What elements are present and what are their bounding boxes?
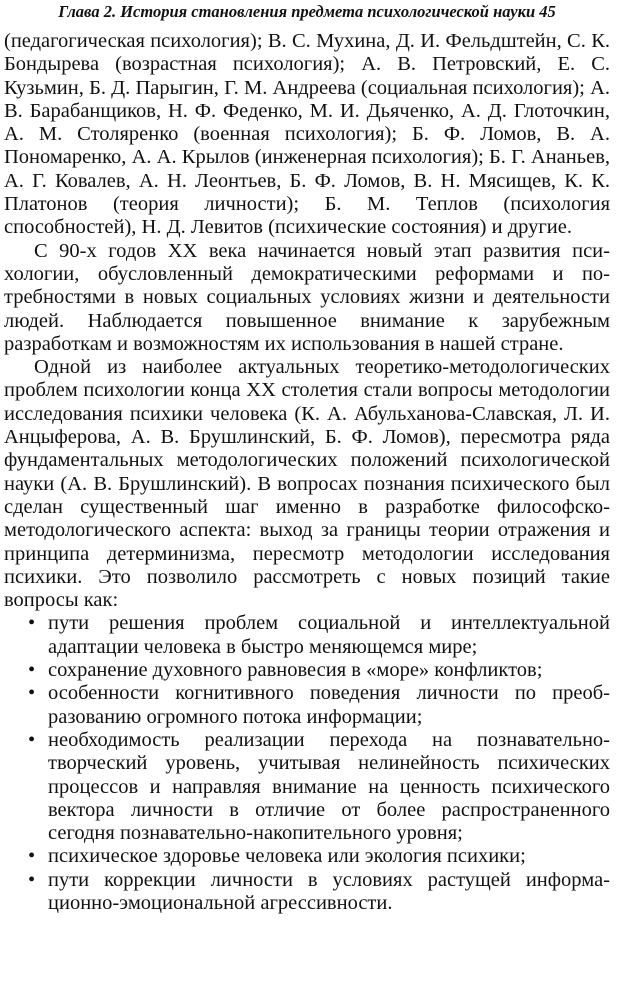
list-item-text: пути коррекции личности в условиях растущей информационно-эмоциональной агрессивности. <box>48 868 610 914</box>
list-item <box>4 845 610 868</box>
list-item <box>4 682 610 729</box>
bullet-icon: • <box>28 682 36 705</box>
list-item <box>4 659 610 682</box>
list-item-text: необходимость реализации перехода на познавательно-творческий уровень, учитывая нелинейность психических процессов и направляя внимание на ценность психического вектора личности в отличие от более распространенного сегодня познавательно-накопительного уровня; <box>48 728 610 845</box>
list-item-text: психическое здоровье человека или экология психики; <box>48 845 526 868</box>
bullet-icon: • <box>28 868 36 891</box>
bullet-icon: • <box>28 659 36 682</box>
bullet-icon: • <box>28 612 36 635</box>
paragraph-1990s: С 90-х годов XX века начинается новый этап развития психологии, обусловленный демократическими реформами и потребностями в новых социальных условиях жизни и деятельности людей. Наблюдается повышенное внимание к зарубежным разработкам и возможностям их использования в нашей стране. <box>4 239 610 355</box>
bullet-list <box>4 612 610 915</box>
bullet-icon: • <box>28 728 36 751</box>
paragraph-continued: (педагогическая психология); В. С. Мухина, Д. И. Фельдштейн, С. К. Бондырева (возрастная психология); А. В. Петровский, Е. С. Кузьмин, Б. Д. Парыгин, Г. М. Андреева (социальная психология); А. В. Барабанщиков, Н. Ф. Феденко, М. И. Дьяченко, А. Д. Глоточкин, А. М. Столяренко (военная психология); Б. Ф. Ломов, В. А. Пономаренко, А. А. Крылов (инженерная психология); Б. Г. Ананьев, А. Г. Ковалев, А. Н. Леонтьев, Б. Ф. Ломов, В. Н. Мясищев, К. К. Платонов (теория личности); Б. М. Теплов (психология способностей), Н. Д. Левитов (психические состояния) и другие. <box>4 30 610 239</box>
running-header: Глава 2. История становления предмета психологической науки 45 <box>58 2 556 21</box>
list-item <box>4 612 610 659</box>
list-item-text: сохранение духовного равновесия в «море» конфликтов; <box>48 659 543 682</box>
list-item-text: особенности когнитивного поведения личности по преобразованию огромного потока информации; <box>48 682 610 728</box>
body-text <box>4 30 610 915</box>
paragraph-methodology: Одной из наиболее актуальных теоретико-методологических проблем психологии конца XX столетия стали вопросы методологии исследования психики человека (К. А. Абульханова-Славская, Л. И. Анцыферова, А. В. Брушлинский, Б. Ф. Ломов), пересмотра ряда фундаментальных методологических положений психологической науки (А. В. Брушлинский). В вопросах познания психического был сделан существенный шаг именно в разработке философско-методологического аспекта: выход за границы теории отражения и принципа детерминизма, пересмотр методологии исследования психики. Это позволило рассмотреть с новых позиций такие вопросы как: <box>4 356 610 612</box>
bullet-icon: • <box>28 845 36 868</box>
list-item <box>4 869 610 916</box>
list-item <box>4 729 610 845</box>
list-item-text: пути решения проблем социальной и интеллектуальной адаптации человека в быстро меняющемся мире; <box>48 612 610 658</box>
